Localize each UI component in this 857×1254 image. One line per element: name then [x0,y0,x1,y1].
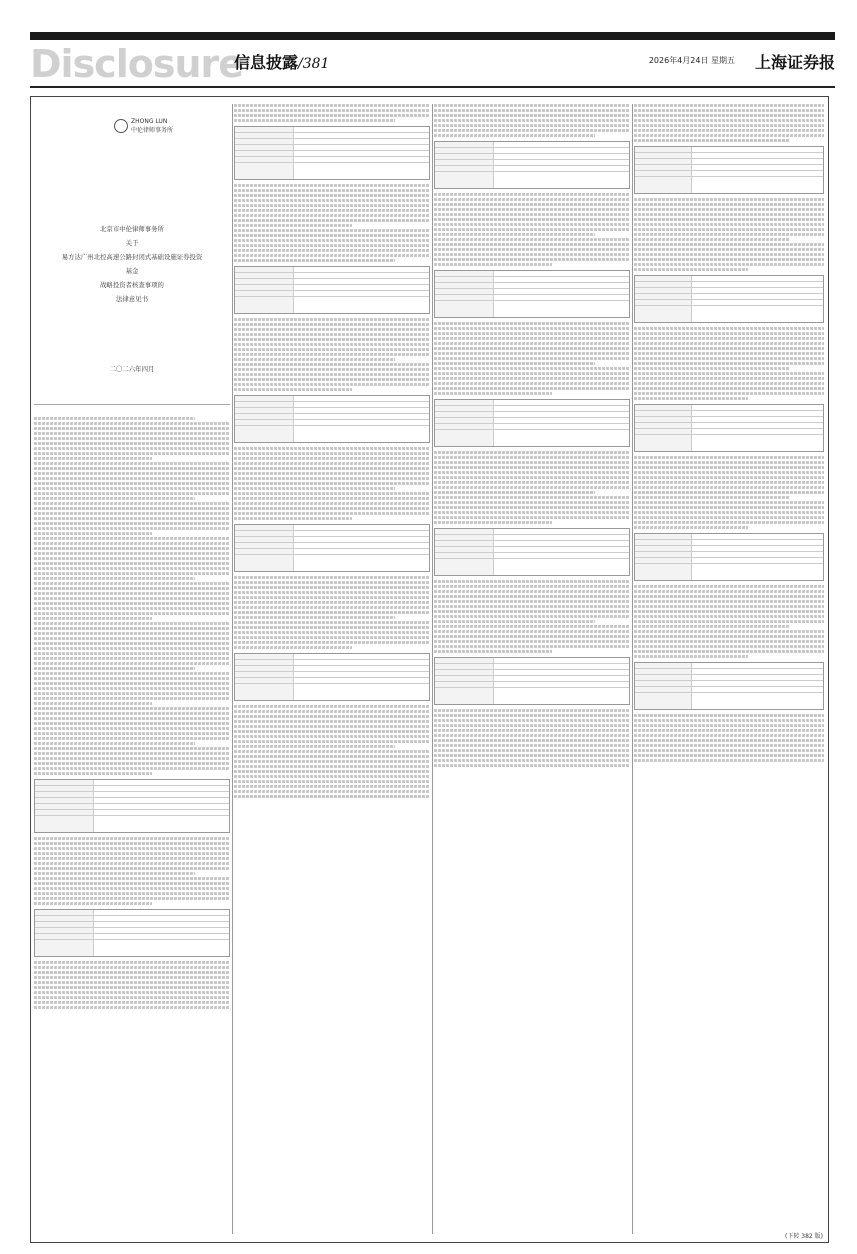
firm-logo-mark-icon [114,119,128,133]
top-bar [30,32,835,40]
firm-name-cn: 中伦律师事务所 [131,127,174,134]
column-2 [234,104,430,1234]
issue-date: 2026年4月24日 星期五 [648,56,735,65]
legal-opinion-cover [34,104,230,405]
firm-name: ZHONG LUN [131,118,168,125]
column-1-body [34,409,230,1009]
masthead-rule [30,86,835,88]
data-table [234,126,430,180]
data-table [634,533,824,581]
column-3 [434,104,630,1234]
continued-note: (下转 382 版) [785,1233,823,1240]
data-table [634,275,824,323]
data-table [634,404,824,452]
firm-logo [114,118,173,134]
cover-line: 法律意见书 [116,295,148,303]
cover-date: 二〇二六年四月 [109,365,155,373]
data-table [234,395,430,443]
data-table [434,141,630,189]
masthead [30,44,835,84]
data-table [234,266,430,314]
data-table [34,909,230,957]
data-table [234,653,430,701]
disclosure-logo: Disclosure [30,42,244,86]
column-4 [634,104,824,1234]
page-number: /381 [298,56,330,72]
data-table [634,662,824,710]
data-table [434,399,630,447]
newspaper-brand: 上海证券报 [754,53,835,72]
data-table [634,146,824,194]
column-divider [432,104,433,1234]
data-table [234,524,430,572]
data-table [434,657,630,705]
section-title-text: 信息披露 [234,53,299,72]
cover-line: 易方达广州北控高速公路封闭式基础设施证券投资 [61,253,203,261]
cover-line: 关于 [125,239,139,247]
column-divider [632,104,633,1234]
column-divider [232,104,233,1234]
section-title [234,50,329,73]
data-table [434,270,630,318]
section-heading [34,409,230,415]
data-table [434,528,630,576]
cover-line: 战略投资者核查事项的 [100,281,164,289]
data-table [34,779,230,833]
cover-line: 北京市中伦律师事务所 [100,225,164,233]
cover-line: 基金 [125,267,139,275]
column-1 [34,104,230,1234]
